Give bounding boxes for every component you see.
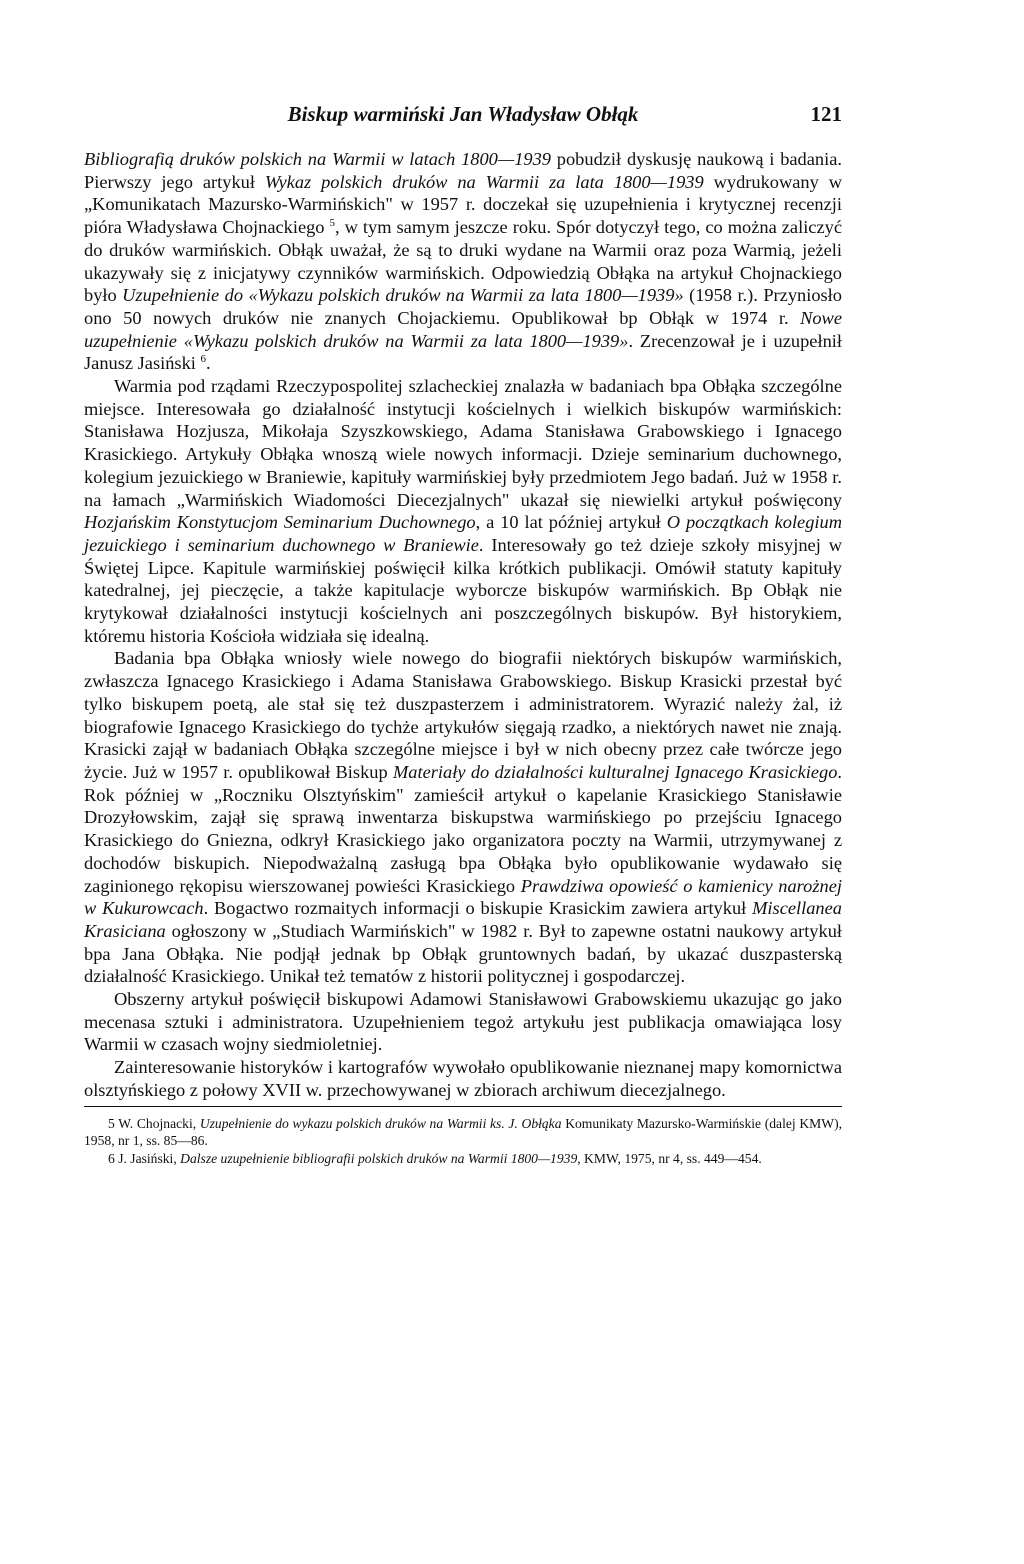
paragraph	[84, 375, 842, 647]
italic-title: O początkach kolegium jezuickiego i seminarium duchownego w Braniewie	[84, 512, 843, 555]
text-run: Zainteresowanie historyków i kartografów wywołało opublikowanie nieznanej mapy komornictwa olsztyńskiego z połowy XVII w. przechowywanej w zbiorach archiwum diecezjalnego.	[84, 1057, 842, 1100]
footnotes	[84, 1115, 842, 1168]
italic-title: Materiały do działalności kulturalnej Ignacego Krasickiego	[392, 761, 838, 782]
running-head	[84, 102, 842, 142]
text-run: ogłoszony w „Studiach Warmińskich" w 1982 r. Był to zapewne ostatni naukowy artykuł bpa Jana Obłąka. Nie podjął jednak bp Obłąk gruntownych badań, by ukazać duszpasterską działalność Krasickiego. Unikał też tematów z historii politycznej i gospodarczej.	[84, 920, 842, 987]
text-run: 6 J. Jasiński,	[108, 1150, 181, 1166]
text-run: . Interesowały go też dzieje szkoły misyjnej w Świętej Lipce. Kapitule warmińskiej poświęcił kilka krótkich publikacji. Omówił statuty kapituły katedralnej, jej pieczęcie, a także kapitulacje wyborcze biskupów warmińskich. Bp Obłąk nie krytykował działalności instytucji kościelnych ani poszczególnych biskupów. Był historykiem, któremu historia Kościoła widziała się idealną.	[84, 534, 842, 646]
paragraph	[84, 988, 842, 1056]
text-run: . Bogactwo rozmaitych informacji o biskupie Krasickim zawiera artykuł	[203, 898, 753, 919]
text-run: . Zrecenzował je i uzupełnił Janusz Jasiński	[84, 330, 842, 374]
italic-title: Dalsze uzupełnienie bibliografii polskich druków na Warmii 1800—1939	[180, 1150, 578, 1166]
italic-title: Hozjańskim Konstytucjom Seminarium Duchownego	[84, 512, 476, 533]
paragraph	[84, 1056, 842, 1101]
text-run: .	[205, 353, 211, 374]
footnote	[84, 1150, 842, 1168]
italic-title: Bibliografią druków polskich na Warmii w latach 1800—1939	[84, 149, 551, 169]
page-number: 121	[810, 102, 842, 126]
page	[84, 102, 842, 1167]
text-run: pobudził dyskusję naukową i badania. Pierwszy jego artykuł	[84, 149, 842, 192]
text-run: . Rok później w „Roczniku Olsztyńskim" zamieścił artykuł o kapelanie Krasickiego Stanisławie Drozyłowskim, zajął się sprawą inwentarza biskupstwa warmińskiego po przejściu Ignacego Krasickiego do Gniezna, odkrył Krasickiego jako organizatora poczty na Warmii, utrzymywanej z dochodów biskupich. Niepodważalną zasługą bpa Obłąka było opublikowanie wydawało się zaginionego rękopisu wierszowanej powieści Krasickiego	[84, 761, 842, 896]
text-run: Obszerny artykuł poświęcił biskupowi Adamowi Stanisławowi Grabowskiemu ukazując go jako mecenasa sztuki i administratora. Uzupełnieniem tegoż artykułu jest publikacja omawiająca losy Warmii w czasach wojny siedmioletniej.	[84, 989, 842, 1055]
text-run: 5 W. Chojnacki,	[108, 1115, 200, 1131]
text-run: Warmia pod rządami Rzeczypospolitej szlacheckiej znalazła w badaniach bpa Obłąka szczególne miejsce. Interesowała go działalność instytucji kościelnych i wielkich biskupów warmińskich: Stanisława Hozjusza, Mikołaja Szyszkowskiego, Adama Stanisława Grabowskiego i Ignacego Krasickiego. Artykuły Obłąka wnoszą wiele nowych informacji. Dzieje seminarium duchownego, kolegium jezuickiego w Braniewie, kapituły warmińskiej były przedmiotem Jego badań. Już w 1958 r. na łamach „Warmińskich Wiadomości Diecezjalnych" ukazał się niewielki artykuł poświęcony	[84, 376, 842, 510]
footnote	[84, 1115, 842, 1150]
italic-title: Miscellanea Krasiciana	[84, 898, 842, 941]
paragraph	[84, 148, 842, 375]
footnote-reference: 5	[329, 216, 336, 229]
text-run: Badania bpa Obłąka wniosły wiele nowego do biografii niektórych biskupów warmińskich, zwłaszcza Ignacego Krasickiego i Adama Stanisława Grabowskiego. Biskup Krasicki przestał być tylko biskupem poetą, ale stał się też duszpasterzem i administratorem. Wyrazić należy żal, iż biografowie Ignacego Krasickiego do tychże artykułów sięgają rzadko, a niektórych nawet nie znają. Krasicki zajął w badaniach Obłąka szczególne miejsce i był w nich obecny przez całe twórcze jego życie. Już w 1957 r. opublikował Biskup	[84, 648, 842, 782]
italic-title: Uzupełnienie do wykazu polskich druków na Warmii ks. J. Obłąka	[199, 1115, 562, 1131]
text-run: Komunikaty Mazursko-Warmińskie (dalej KMW), 1958, nr 1, ss. 85—86.	[84, 1115, 842, 1149]
italic-title: Uzupełnienie do «Wykazu polskich druków na Warmii za lata 1800—1939»	[122, 285, 684, 306]
body-text	[84, 148, 842, 1102]
italic-title: Wykaz polskich druków na Warmii za lata 1800—1939	[264, 171, 704, 192]
footnote-reference: 6	[200, 353, 206, 366]
footnote-rule	[84, 1106, 842, 1107]
running-title: Biskup warmiński Jan Władysław Obłąk	[287, 102, 639, 126]
text-run: wydrukowany w „Komunikatach Mazursko-Warmińskich" w 1957 r. doczekał się uzupełnienia i krytycznej recenzji pióra Władysława Chojnackiego	[84, 171, 843, 238]
text-run: , a 10 lat później artykuł	[475, 512, 667, 533]
text-run: , w tym samym jeszcze roku. Spór dotyczył tego, co można zaliczyć do druków warmińskich. Obłąk uważał, że są to druki wydane na Warmii oraz poza Warmią, jeżeli ukazywały się z inicjatywy czynników warmińskich. Odpowiedzią Obłąka na artykuł Chojnackiego było	[84, 217, 842, 306]
paragraph	[84, 647, 842, 988]
italic-title: Nowe uzupełnienie «Wykazu polskich druków na Warmii za lata 1800—1939»	[84, 307, 842, 351]
italic-title: Prawdziwa opowieść o kamienicy narożnej w Kukurowcach	[84, 875, 842, 919]
text-run: , KMW, 1975, nr 4, ss. 449—454.	[577, 1150, 762, 1166]
text-run: (1958 r.). Przyniosło ono 50 nowych druków nie znanych Chojackiemu. Opublikował bp Obłąk w 1974 r.	[84, 285, 842, 328]
